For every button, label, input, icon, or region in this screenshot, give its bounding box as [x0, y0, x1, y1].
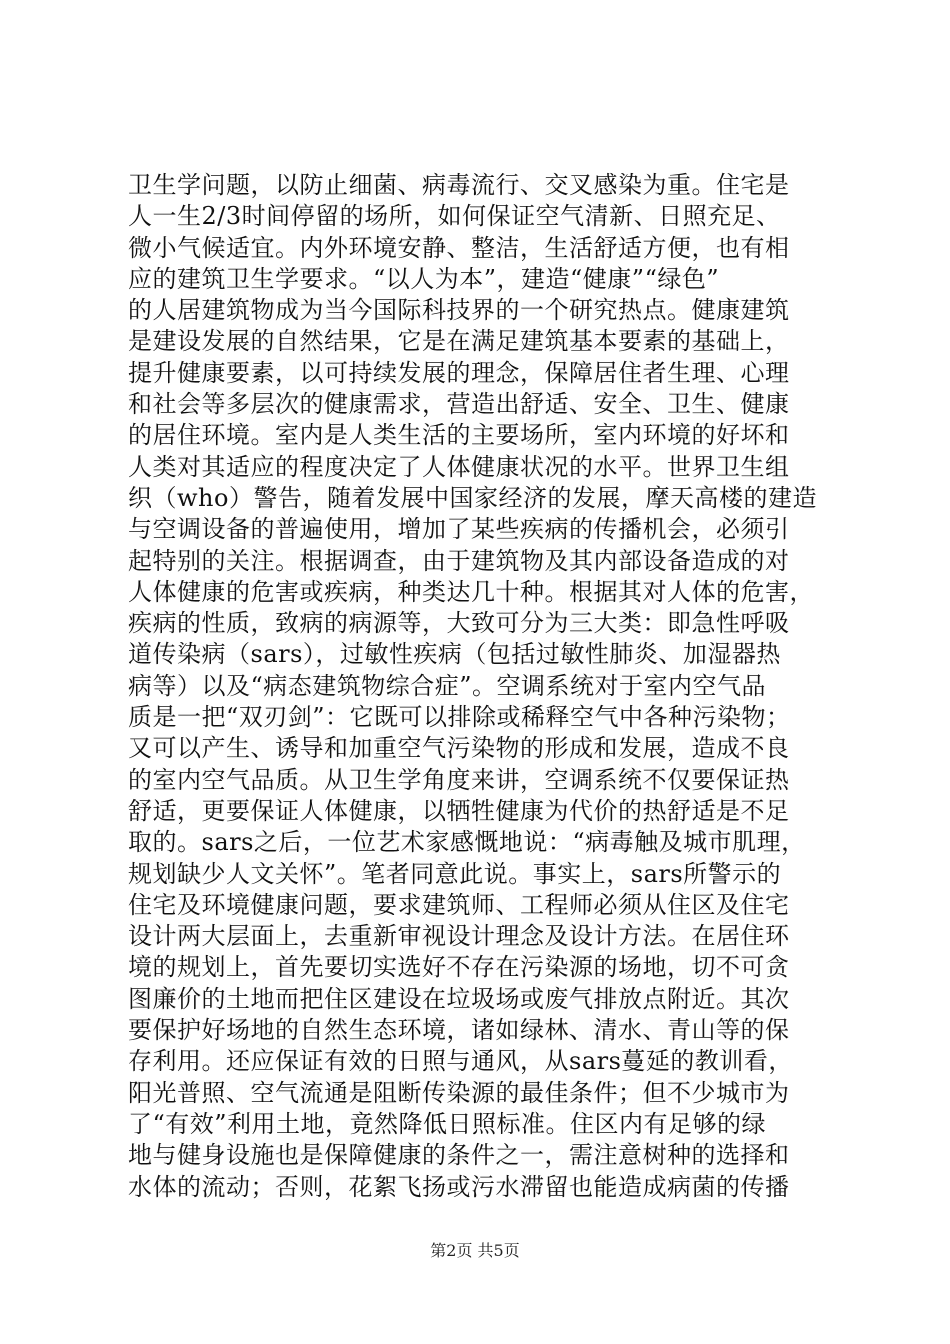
- text-line: 应的建筑卫生学要求。“以人为本”，建造“健康”“绿色”: [128, 264, 720, 293]
- body-text: [128, 170, 828, 1203]
- text-line: 规划缺少人文关怀”。笔者同意此说。事实上，sars所警示的: [128, 859, 782, 888]
- text-line: 的居住环境。室内是人类生活的主要场所，室内环境的好坏和: [128, 421, 790, 450]
- text-line: 质是一把“双刃剑”：它既可以排除或稀释空气中各种污染物；: [128, 703, 791, 732]
- text-line: 微小气候适宜。内外环境安静、整洁，生活舒适方便，也有相: [128, 233, 790, 262]
- text-line: 又可以产生、诱导和加重空气污染物的形成和发展，造成不良: [128, 734, 790, 763]
- text-line: 织（who）警告，随着发展中国家经济的发展，摩天高楼的建造: [128, 483, 817, 512]
- text-line: 水体的流动；否则，花絮飞扬或污水滞留也能造成病菌的传播: [128, 1172, 790, 1201]
- text-line: 与空调设备的普遍使用，增加了某些疾病的传播机会，必须引: [128, 515, 790, 544]
- text-line: 起特别的关注。根据调查，由于建筑物及其内部设备造成的对: [128, 546, 790, 575]
- text-line: 阳光普照、空气流通是阻断传染源的最佳条件；但不少城市为: [128, 1078, 790, 1107]
- page-number-label: 第2页 共5页: [430, 1241, 520, 1260]
- text-line: 的人居建筑物成为当今国际科技界的一个研究热点。健康建筑: [128, 296, 790, 325]
- text-line: 的室内空气品质。从卫生学角度来讲，空调系统不仅要保证热: [128, 765, 790, 794]
- text-line: 人体健康的危害或疾病，种类达几十种。根据其对人体的危害，: [128, 577, 814, 606]
- text-line: 舒适，更要保证人体健康，以牺牲健康为代价的热舒适是不足: [128, 796, 790, 825]
- text-line: 存利用。还应保证有效的日照与通风，从sars蔓延的教训看，: [128, 1047, 793, 1076]
- text-line: 人一生2/3时间停留的场所，如何保证空气清新、日照充足、: [128, 202, 781, 231]
- text-line: 境的规划上，首先要切实选好不存在污染源的场地，切不可贪: [128, 953, 790, 982]
- text-line: 地与健身设施也是保障健康的条件之一，需注意树种的选择和: [128, 1141, 790, 1170]
- page-footer: [0, 1238, 950, 1261]
- text-line: 疾病的性质，致病的病源等，大致可分为三大类：即急性呼吸: [128, 609, 790, 638]
- text-line: 提升健康要素，以可持续发展的理念，保障居住者生理、心理: [128, 358, 790, 387]
- text-line: 图廉价的土地而把住区建设在垃圾场或废气排放点附近。其次: [128, 984, 790, 1013]
- text-line: 人类对其适应的程度决定了人体健康状况的水平。世界卫生组: [128, 452, 790, 481]
- text-line: 要保护好场地的自然生态环境，诸如绿林、清水、青山等的保: [128, 1016, 790, 1045]
- text-line: 和社会等多层次的健康需求，营造出舒适、安全、卫生、健康: [128, 390, 790, 419]
- text-line: 病等）以及“病态建筑物综合症”。空调系统对于室内空气品: [128, 671, 767, 700]
- text-line: 住宅及环境健康问题，要求建筑师、工程师必须从住区及住宅: [128, 890, 790, 919]
- text-line: 道传染病（sars），过敏性疾病（包括过敏性肺炎、加湿器热: [128, 640, 781, 669]
- text-line: 设计两大层面上，去重新审视设计理念及设计方法。在居住环: [128, 922, 790, 951]
- text-line: 取的。sars之后，一位艺术家感慨地说：“病毒触及城市肌理，: [128, 828, 806, 857]
- text-line: 是建设发展的自然结果，它是在满足建筑基本要素的基础上，: [128, 327, 790, 356]
- text-line: 了“有效”利用土地，竟然降低日照标准。住区内有足够的绿: [128, 1109, 767, 1138]
- text-line: 卫生学问题，以防止细菌、病毒流行、交叉感染为重。住宅是: [128, 171, 790, 199]
